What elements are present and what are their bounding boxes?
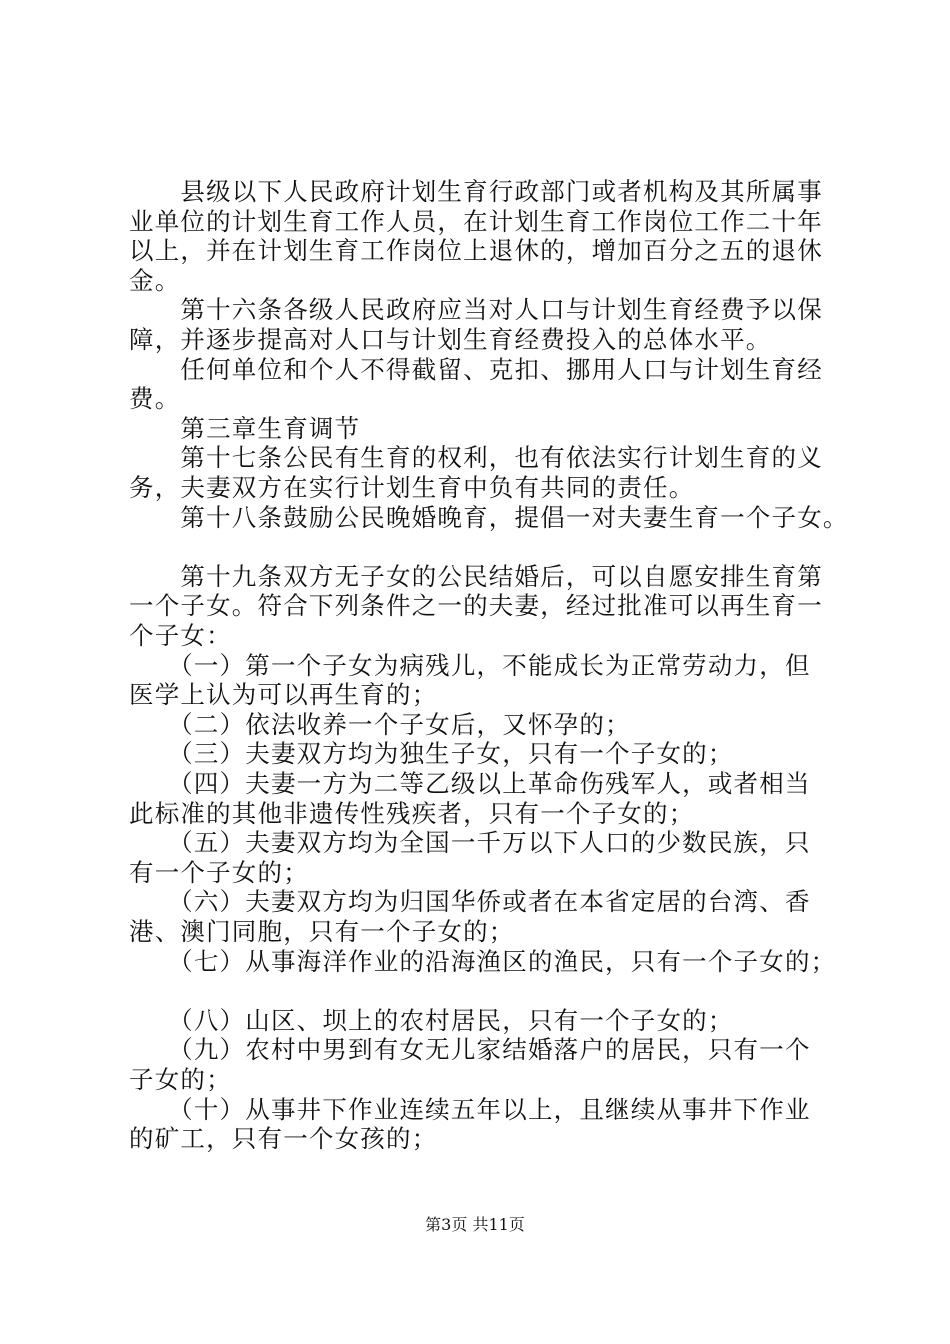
- text-line: （七）从事海洋作业的沿海渔区的渔民，只有一个子女的；: [129, 946, 837, 976]
- text-line: 的矿工，只有一个女孩的；: [129, 1124, 438, 1154]
- text-line: 医学上认为可以再生育的；: [129, 680, 438, 710]
- text-line: 第十八条鼓励公民晚婚晚育，提倡一对夫妻生育一个子女。: [129, 502, 849, 532]
- text-line: （一）第一个子女为病残儿，不能成长为正常劳动力，但: [129, 650, 811, 680]
- text-line: （四）夫妻一方为二等乙级以上革命伤残军人，或者相当: [129, 769, 811, 798]
- text-line: （六）夫妻双方均为归国华侨或者在本省定居的台湾、香: [129, 887, 811, 917]
- text-line: 第十七条公民有生育的权利，也有依法实行计划生育的义: [129, 443, 823, 473]
- text-line: 县级以下人民政府计划生育行政部门或者机构及其所属事: [129, 177, 823, 206]
- text-line: 业单位的计划生育工作人员，在计划生育工作岗位工作二十年: [129, 206, 823, 236]
- text-line: 金。: [129, 265, 181, 295]
- text-line: 个子女：: [129, 621, 232, 650]
- text-line: 一个子女。符合下列条件之一的夫妻，经过批准可以再生育一: [129, 591, 823, 621]
- text-line: 第十九条双方无子女的公民结婚后，可以自愿安排生育第: [129, 561, 823, 591]
- text-line: （五）夫妻双方均为全国一千万以下人口的少数民族，只: [129, 828, 811, 858]
- text-line: （十）从事井下作业连续五年以上，且继续从事井下作业: [129, 1094, 811, 1124]
- text-line: （八）山区、坝上的农村居民，只有一个子女的；: [129, 1005, 734, 1035]
- text-line: 障，并逐步提高对人口与计划生育经费投入的总体水平。: [129, 325, 772, 354]
- text-line: 第三章生育调节: [129, 413, 361, 443]
- text-line: （三）夫妻双方均为独生子女，只有一个子女的；: [129, 739, 734, 769]
- text-line: 子女的；: [129, 1065, 232, 1094]
- text-line: 任何单位和个人不得截留、克扣、挪用人口与计划生育经: [129, 354, 823, 384]
- text-line: （九）农村中男到有女无儿家结婚落户的居民，只有一个: [129, 1035, 811, 1065]
- text-line: 费。: [129, 384, 181, 414]
- text-line: 第十六条各级人民政府应当对人口与计划生育经费予以保: [129, 295, 823, 325]
- text-line: 务，夫妻双方在实行计划生育中负有共同的责任。: [129, 473, 695, 502]
- text-line: 有一个子女的；: [129, 857, 309, 887]
- text-line: （二）依法收养一个子女后，又怀孕的；: [129, 709, 631, 739]
- text-line: 以上，并在计划生育工作岗位上退休的，增加百分之五的退休: [129, 236, 823, 266]
- page-footer: 第3页 共11页: [425, 1215, 525, 1234]
- text-line: 港、澳门同胞，只有一个子女的；: [129, 917, 515, 946]
- text-line: 此标准的其他非遗传性残疾者，只有一个子女的；: [129, 798, 695, 828]
